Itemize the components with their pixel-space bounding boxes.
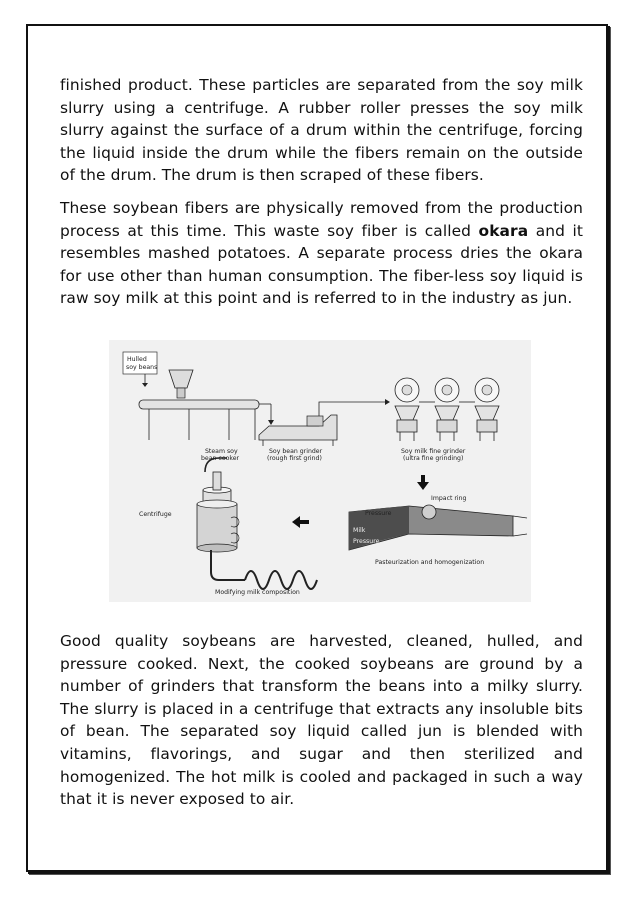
cooker-label-line1: Steam soy [205, 448, 238, 455]
fine-grinder-3 [475, 378, 499, 441]
grinder-label-line2: (rough first grind) [267, 455, 322, 462]
impact-ring-label: Impact ring [431, 495, 467, 502]
cooker-to-grinder-arrowhead [268, 420, 274, 425]
soy-milk-process-diagram [109, 340, 531, 602]
fine-grinder-2 [435, 378, 459, 441]
paragraph-okara-after: and it resembles mashed potatoes. A separate process dries the okara for use other than human consumption. The fiber-less soy liquid is raw soy milk at this point and is referred to in the industry as jun. [60, 221, 583, 308]
milk-label: Milk [353, 527, 366, 534]
rough-grinder-motor [307, 416, 323, 426]
cooker-label-line2: bean cooker [201, 455, 240, 462]
paragraph-okara [60, 197, 583, 310]
fine-grinder-label-line2: (ultra fine grinding) [403, 455, 464, 462]
grinder-to-fine-arrowhead [385, 399, 390, 405]
grinder-to-fine-pipe [319, 402, 387, 416]
pressure-label: Pressure [365, 510, 392, 517]
hulled-label-line1: Hulled [127, 356, 147, 363]
fine-grinder-label-line1: Soy milk fine grinder [401, 448, 466, 455]
fine-grinder-1 [395, 378, 419, 441]
down-arrow-head [417, 482, 429, 490]
hopper [169, 370, 193, 388]
hulled-label-line2: soy beans [126, 364, 158, 371]
centrifuge-label: Centrifuge [139, 511, 172, 518]
hopper-spout [177, 388, 185, 398]
modifying-label: Modifying milk composition [215, 589, 300, 596]
paragraph-process-summary: Good quality soybeans are harvested, cleaned, hulled, and pressure cooked. Next, the cooked soybeans are ground by a number of grinders that transform the beans into a milky slurry. The slurry is placed in a centrifuge that extracts any insoluble bits of bean. The separated soy liquid called jun is blended with vitamins, flavorings, and sugar and then sterilized and homogenized. The hot milk is cooled and packaged in such a way that it is never exposed to air. [60, 632, 583, 809]
left-arrow-shaft [299, 520, 309, 524]
pasteurization-label: Pasteurization and homogenization [375, 559, 485, 566]
paragraph-okara-before: These soybean fibers are physically removed from the production process at this time. This waste soy fiber is called [60, 199, 583, 240]
paragraph-centrifuge: finished product. These particles are separated from the soy milk slurry using a centrifuge. A rubber roller presses the soy milk slurry against the surface of a drum within the centrifuge, forcing the liquid inside the drum while the fibers remain on the outside of the drum. The drum is then scraped of these fibers. [60, 76, 583, 185]
grinder-label-line1: Soy bean grinder [269, 448, 323, 455]
okara-term: okara [478, 221, 529, 240]
down-arrow-shaft [421, 475, 425, 483]
feed-arrowhead [142, 383, 148, 387]
pressure-lower-label: Pressure [353, 538, 380, 545]
left-arrow-head [292, 516, 300, 528]
steam-cooker-conveyor [139, 400, 259, 409]
